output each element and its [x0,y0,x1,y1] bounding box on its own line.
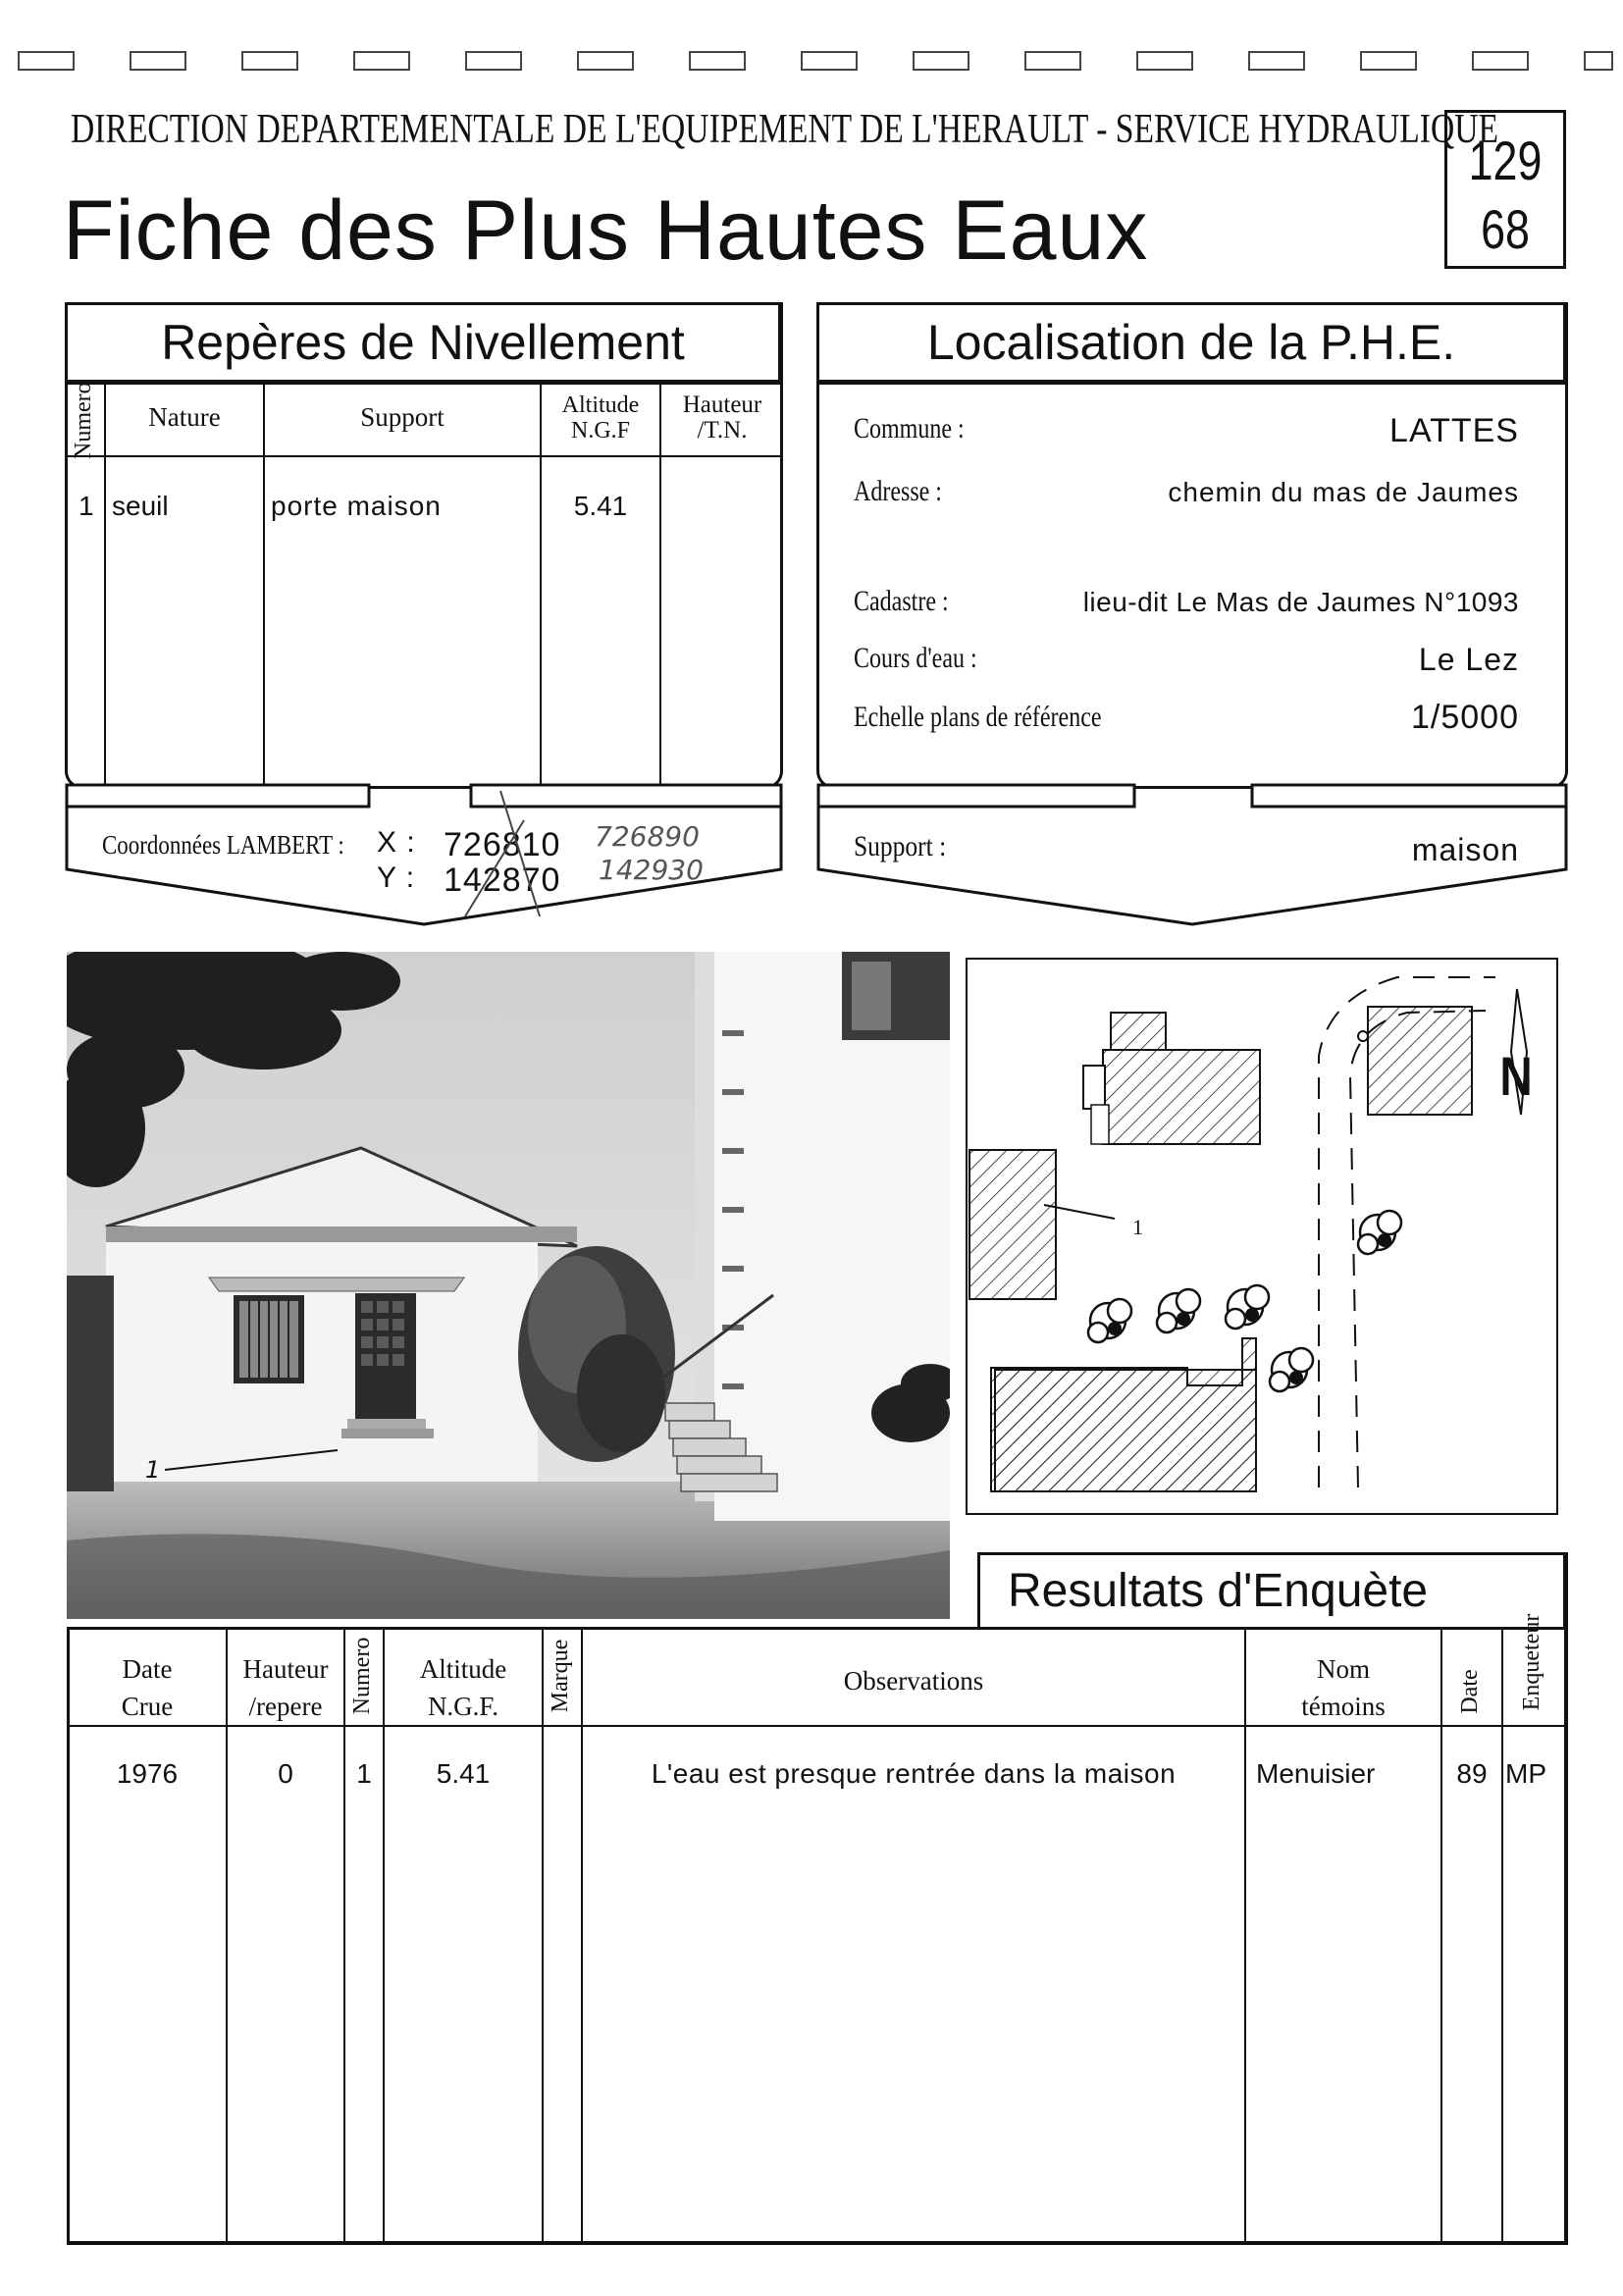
col-divider [581,1627,583,2245]
res-row-numero: 1 [356,1758,372,1789]
col-header-hauteur-l2: /T.N. [697,417,748,444]
col-header-altitude [542,392,659,444]
fiche-number-box [1444,110,1566,269]
punch-hole [801,51,858,71]
localisation-title: Localisation de la P.H.E. [926,315,1456,370]
res-col-hauteur [228,1650,343,1725]
site-map [966,958,1558,1515]
res-row-date: 89 [1456,1758,1488,1789]
res-row-observations: L'eau est presque rentrée dans la maison [651,1758,1177,1789]
lambert-y-label: Y : [377,861,416,894]
adresse-value: chemin du mas de Jaumes [1168,477,1519,507]
res-col-observations: Observations [843,1666,984,1696]
lambert-x-value: 726810 [444,826,561,863]
res-row-hauteur: 0 [278,1758,293,1789]
res-row-nom: Menuisier [1256,1758,1376,1789]
cross-out-strokes [451,785,550,922]
cours-label: Cours d'eau : [854,642,977,674]
reperes-title-box [65,302,783,385]
cadastre-value: lieu-dit Le Mas de Jaumes N°1093 [1082,587,1519,617]
col-divider [263,383,265,787]
header-divider [67,1725,1568,1727]
cadastre-label: Cadastre : [854,585,949,617]
cours-value: Le Lez [1418,642,1519,677]
col-divider [1501,1627,1503,2245]
res-row-date-crue: 1976 [116,1758,179,1789]
col-header-altitude-l2: N.G.F [570,418,630,444]
res-col-nom-l2: témoins [1301,1692,1386,1721]
commune-label: Commune : [854,412,965,444]
res-col-marque: Marque [548,1639,573,1713]
header-divider [65,455,783,457]
reperes-row-nature: seuil [112,491,169,521]
punch-hole [130,51,186,71]
reperes-row-support: porte maison [271,491,442,521]
punch-hole [1136,51,1193,71]
reperes-row-altitude: 5.41 [573,491,628,521]
res-col-altitude-l1: Altitude [419,1654,507,1684]
localisation-title-box [816,302,1568,385]
res-row-enqueteur: MP [1505,1758,1546,1789]
echelle-value: 1/5000 [1411,699,1519,736]
punch-hole [241,51,298,71]
col-header-altitude-l1: Altitude [561,392,640,418]
resultats-title-box [977,1552,1568,1627]
col-header-hauteur [661,392,783,444]
col-divider [1440,1627,1442,2245]
res-col-altitude [385,1650,542,1725]
res-col-nom [1246,1650,1440,1725]
organization-line: DIRECTION DEPARTEMENTALE DE L'EQUIPEMENT DE L'HERAULT - SERVICE HYDRAULIQUE [71,107,1499,152]
res-col-altitude-l2: N.G.F. [427,1692,499,1721]
punch-hole [1024,51,1081,71]
col-divider [104,383,106,787]
commune-value: LATTES [1389,412,1519,449]
col-divider [343,1627,345,2245]
res-col-enqueteur: Enqueteur [1519,1613,1544,1711]
res-col-date-crue [69,1650,226,1725]
support-value: maison [1411,832,1519,867]
col-header-numero: Numero [71,382,96,459]
lambert-y-handwritten: 142930 [599,854,704,886]
reperes-table [65,383,783,789]
lambert-y-value: 142870 [444,861,561,899]
house-photo [67,952,950,1619]
fiche-number-top: 129 [1468,130,1543,191]
adresse-label: Adresse : [854,475,942,507]
resultats-title: Resultats d'Enquète [1008,1565,1429,1617]
res-col-nom-l1: Nom [1317,1654,1370,1684]
punch-hole [1360,51,1417,71]
res-col-date: Date [1457,1669,1483,1714]
punch-hole [1584,51,1613,71]
fiche-number-bottom: 68 [1481,198,1530,260]
punch-hole [1248,51,1305,71]
res-col-hauteur-l1: Hauteur [242,1654,329,1684]
punch-hole [689,51,746,71]
reperes-row-numero: 1 [79,491,94,521]
col-header-nature: Nature [148,402,221,432]
punch-hole [913,51,969,71]
lambert-label: Coordonnées LAMBERT : [102,830,344,860]
res-row-altitude: 5.41 [436,1758,491,1789]
reperes-title: Repères de Nivellement [161,315,685,370]
north-label: N [1499,1045,1533,1108]
punch-hole [465,51,522,71]
lambert-x-handwritten: 726890 [595,820,700,853]
support-label: Support : [854,830,947,862]
map-marker: 1 [1132,1215,1143,1239]
res-col-numero: Numero [349,1637,375,1715]
page-title: Fiche des Plus Hautes Eaux [63,183,1149,278]
echelle-label: Echelle plans de référence [854,701,1102,733]
punch-hole [1472,51,1529,71]
col-divider [542,1627,544,2245]
lambert-x-label: X : [377,826,416,859]
res-col-date-crue-l2: Crue [121,1692,174,1721]
res-col-date-crue-l1: Date [122,1654,173,1684]
punch-hole [577,51,634,71]
punch-hole [18,51,75,71]
col-header-hauteur-l1: Hauteur [682,391,762,418]
punch-hole [353,51,410,71]
photo-marker: 1 [145,1456,161,1484]
res-col-hauteur-l2: /repere [248,1692,323,1721]
col-header-support: Support [360,402,445,432]
